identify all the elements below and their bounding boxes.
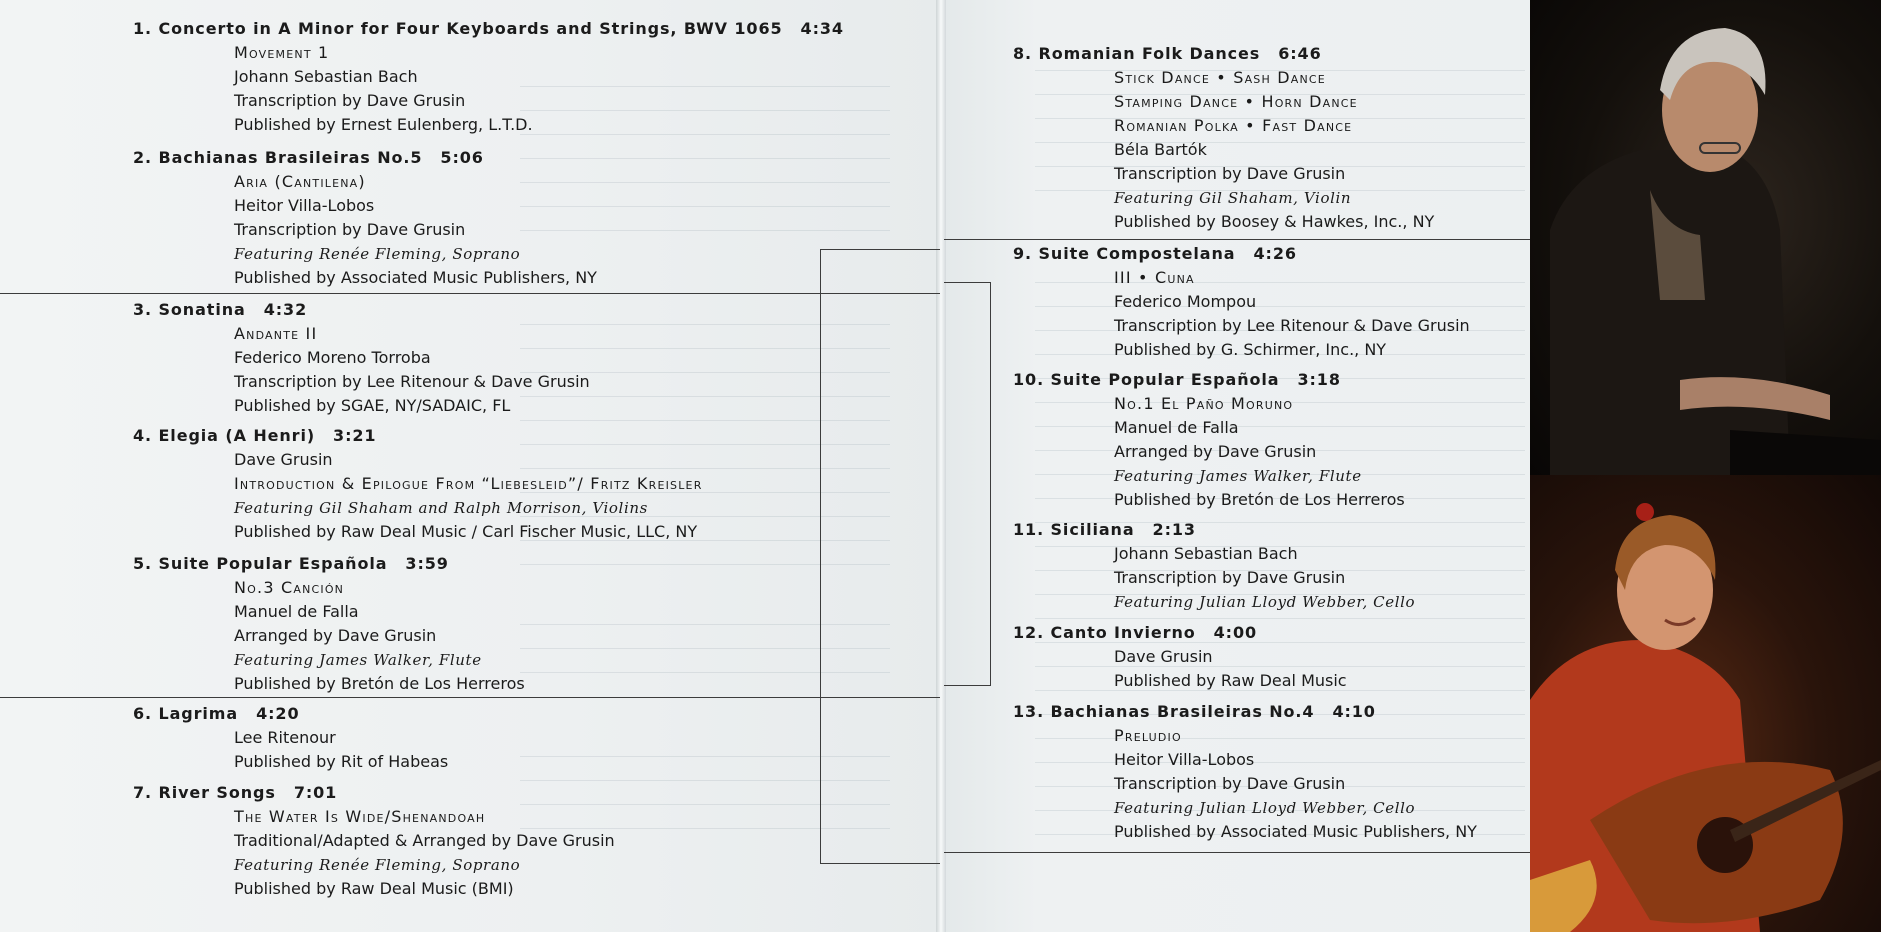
track-title: 9. Suite Compostelana: [1013, 244, 1236, 263]
track-credit: Transcription by Dave Grusin: [1114, 568, 1346, 587]
track-publisher: Published by Bretón de Los Herreros: [234, 674, 525, 693]
track-publisher: Published by Bretón de Los Herreros: [1114, 490, 1405, 509]
divider-rule: [820, 249, 940, 250]
performer-illustration: [1530, 0, 1881, 932]
track-heading: [133, 146, 597, 170]
track-4: [133, 424, 703, 544]
track-title: 11. Siciliana: [1013, 520, 1135, 539]
track-heading: [133, 17, 844, 41]
track-13: [1013, 700, 1477, 844]
track-title: 8. Romanian Folk Dances: [1013, 44, 1261, 63]
track-duration: 3:21: [333, 426, 377, 445]
track-publisher: Published by Boosey & Hawkes, Inc., NY: [1114, 212, 1435, 231]
track-featuring: Featuring James Walker, Flute: [234, 651, 482, 669]
track-publisher: Published by G. Schirmer, Inc., NY: [1114, 340, 1387, 359]
track-subtitle: Preludio: [1114, 726, 1182, 745]
track-heading: [133, 298, 590, 322]
track-publisher: Published by Rit of Habeas: [234, 752, 449, 771]
track-composer: Manuel de Falla: [234, 602, 359, 621]
track-1: [133, 17, 844, 137]
track-duration: 2:13: [1152, 520, 1196, 539]
track-subtitle: Aria (Cantilena): [234, 172, 366, 191]
track-heading: [1013, 42, 1434, 66]
performer-photos: [1530, 0, 1881, 932]
track-subtitle: The Water Is Wide/Shenandoah: [234, 807, 486, 826]
track-heading: [133, 424, 703, 448]
track-2: [133, 146, 597, 290]
track-duration: 4:10: [1332, 702, 1376, 721]
track-credit: Transcription by Dave Grusin: [234, 91, 466, 110]
track-credit: Transcription by Dave Grusin: [1114, 774, 1346, 793]
track-composer: Manuel de Falla: [1114, 418, 1239, 437]
track-duration: 3:59: [405, 554, 449, 573]
divider-rule: [820, 249, 821, 864]
track-duration: 4:26: [1253, 244, 1297, 263]
track-title: 6. Lagrima: [133, 704, 239, 723]
track-publisher: Published by Associated Music Publishers, NY: [1114, 822, 1477, 841]
track-title: 1. Concerto in A Minor for Four Keyboards and Strings, BWV 1065: [133, 19, 783, 38]
show-through-line: [520, 420, 890, 421]
track-heading: [1013, 518, 1415, 542]
show-through-line: [520, 564, 890, 565]
track-featuring: Featuring Renée Fleming, Soprano: [234, 856, 521, 874]
track-10: [1013, 368, 1405, 512]
track-featuring: Featuring Gil Shaham, Violin: [1114, 189, 1352, 207]
track-title: 5. Suite Popular Española: [133, 554, 388, 573]
track-subtitle: Stick Dance • Sash Dance: [1114, 68, 1326, 87]
track-5: [133, 552, 525, 696]
track-publisher: Published by Raw Deal Music (BMI): [234, 879, 514, 898]
track-featuring: Featuring Julian Lloyd Webber, Cello: [1114, 593, 1416, 611]
track-duration: 4:32: [263, 300, 308, 319]
track-heading: [1013, 700, 1477, 724]
track-composer: Johann Sebastian Bach: [234, 67, 418, 86]
track-duration: 5:06: [440, 148, 484, 167]
track-duration: 7:01: [293, 783, 338, 802]
track-heading: [1013, 621, 1347, 645]
divider-rule: [944, 852, 1599, 853]
divider-rule: [944, 239, 1599, 240]
track-publisher: Published by Raw Deal Music / Carl Fischer Music, LLC, NY: [234, 522, 698, 541]
track-subtitle: Introduction & Epilogue From “Liebesleid”/ Fritz Kreisler: [234, 474, 703, 493]
track-8: [1013, 42, 1434, 234]
track-title: 10. Suite Popular Española: [1013, 370, 1280, 389]
track-9: [1013, 242, 1470, 362]
show-through-line: [520, 624, 890, 625]
track-title: 13. Bachianas Brasileiras No.4: [1013, 702, 1315, 721]
divider-rule: [944, 685, 991, 686]
track-composer: Dave Grusin: [234, 450, 333, 469]
show-through-line: [520, 672, 890, 673]
track-duration: 4:34: [800, 19, 844, 38]
track-featuring: Featuring Renée Fleming, Soprano: [234, 245, 521, 263]
divider-rule: [0, 293, 940, 294]
track-composer: Federico Mompou: [1114, 292, 1257, 311]
track-title: 2. Bachianas Brasileiras No.5: [133, 148, 423, 167]
track-title: 12. Canto Invierno: [1013, 623, 1196, 642]
track-subtitle: Movement 1: [234, 43, 330, 62]
track-credit: Transcription by Lee Ritenour & Dave Grusin: [234, 372, 590, 391]
show-through-line: [1035, 618, 1525, 619]
track-6: [133, 702, 448, 774]
divider-rule: [0, 697, 940, 698]
track-3: [133, 298, 590, 418]
track-publisher: Published by Raw Deal Music: [1114, 671, 1347, 690]
track-duration: 4:00: [1213, 623, 1258, 642]
track-subtitle: III • Cuna: [1114, 268, 1195, 287]
track-publisher: Published by Ernest Eulenberg, L.T.D.: [234, 115, 533, 134]
track-title: 7. River Songs: [133, 783, 276, 802]
track-credit: Arranged by Dave Grusin: [234, 626, 437, 645]
track-composer: Heitor Villa-Lobos: [234, 196, 375, 215]
track-composer: Béla Bartók: [1114, 140, 1207, 159]
track-title: 4. Elegia (A Henri): [133, 426, 316, 445]
track-composer: Dave Grusin: [1114, 647, 1213, 666]
track-publisher: Published by Associated Music Publishers, NY: [234, 268, 597, 287]
track-featuring: Featuring Julian Lloyd Webber, Cello: [1114, 799, 1416, 817]
show-through-line: [520, 756, 890, 757]
track-duration: 3:18: [1297, 370, 1341, 389]
track-heading: [1013, 368, 1405, 392]
track-credit: Traditional/Adapted & Arranged by Dave Grusin: [234, 831, 615, 850]
track-title: 3. Sonatina: [133, 300, 246, 319]
track-composer: Lee Ritenour: [234, 728, 336, 747]
track-duration: 4:20: [256, 704, 300, 723]
track-subtitle: No.1 El Paño Moruno: [1114, 394, 1294, 413]
track-subtitle: No.3 Canción: [234, 578, 345, 597]
track-duration: 6:46: [1278, 44, 1322, 63]
track-12: [1013, 621, 1347, 693]
track-publisher: Published by SGAE, NY/SADAIC, FL: [234, 396, 511, 415]
track-subtitle: Stamping Dance • Horn Dance: [1114, 92, 1358, 111]
track-featuring: Featuring James Walker, Flute: [1114, 467, 1362, 485]
track-subtitle: Romanian Polka • Fast Dance: [1114, 116, 1353, 135]
track-featuring: Featuring Gil Shaham and Ralph Morrison, Violins: [234, 499, 648, 517]
track-composer: Federico Moreno Torroba: [234, 348, 431, 367]
track-heading: [133, 781, 615, 805]
track-composer: Johann Sebastian Bach: [1114, 544, 1298, 563]
divider-rule: [944, 282, 991, 283]
track-credit: Transcription by Dave Grusin: [234, 220, 466, 239]
track-credit: Transcription by Dave Grusin: [1114, 164, 1346, 183]
divider-rule: [820, 863, 940, 864]
booklet-spine: [936, 0, 946, 932]
track-composer: Heitor Villa-Lobos: [1114, 750, 1255, 769]
track-7: [133, 781, 615, 901]
track-credit: Arranged by Dave Grusin: [1114, 442, 1317, 461]
track-subtitle: Andante II: [234, 324, 318, 343]
track-heading: [133, 702, 448, 726]
show-through-line: [520, 648, 890, 649]
track-credit: Transcription by Lee Ritenour & Dave Grusin: [1114, 316, 1470, 335]
track-11: [1013, 518, 1415, 614]
track-heading: [133, 552, 525, 576]
track-heading: [1013, 242, 1470, 266]
divider-rule: [990, 282, 991, 686]
